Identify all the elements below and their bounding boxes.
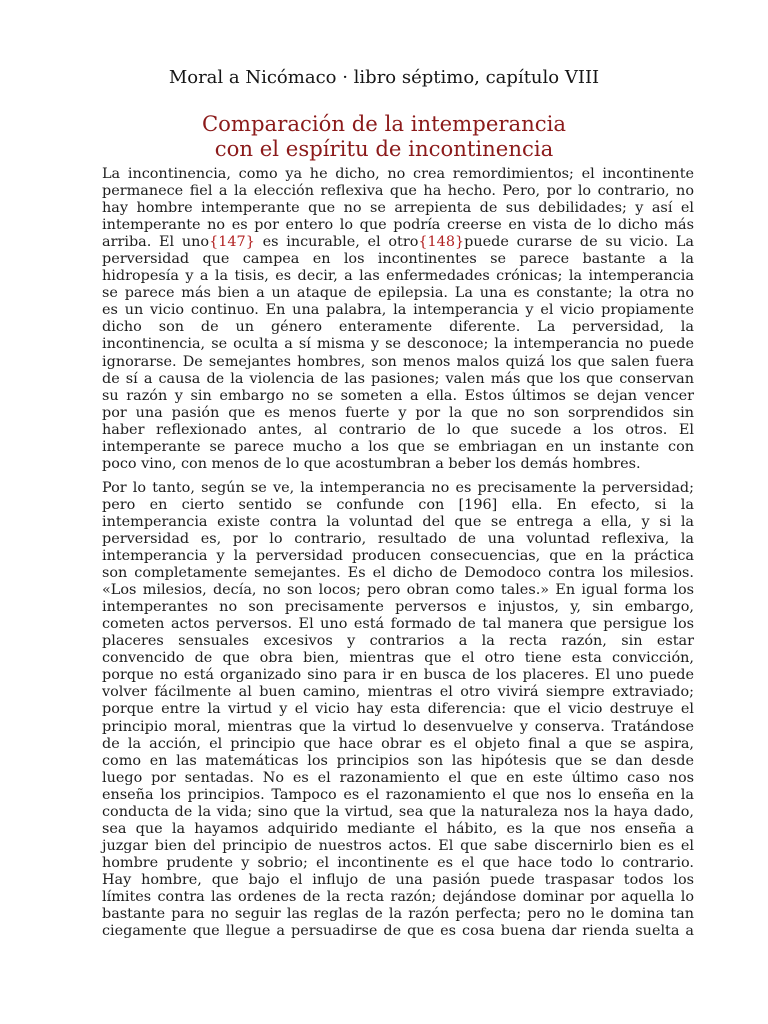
- text-line: es un vicio continuo. En una palabra, la intemperancia y el vicio propiamente: [102, 302, 694, 319]
- footnote-ref-link[interactable]: {148}: [418, 234, 465, 251]
- text-line: su razón y sin embargo no se someten a ella. Estos últimos se dejan vencer: [102, 387, 694, 404]
- text-line: hidropesía y a la tisis, es decir, a las enfermedades crónicas; la intemperancia: [102, 268, 694, 285]
- chapter-title: [0, 111, 768, 161]
- chapter-title-line-2: con el espíritu de incontinencia: [214, 136, 554, 161]
- text-line: se parece más bien a un ataque de epilepsia. La una es constante; la otra no: [102, 285, 694, 302]
- text-line: pero en cierto sentido se confunde con [196] ella. En efecto, si la: [102, 496, 694, 513]
- text-line: ciegamente que llegue a persuadirse de que es cosa buena dar rienda suelta a: [102, 923, 694, 940]
- running-header: Moral a Nicómaco · libro séptimo, capítulo VIII: [168, 67, 600, 88]
- text-segment: arriba. El uno: [102, 234, 210, 251]
- text-line: principio moral, mientras que la virtud lo desenvuelve y conserva. Tratándose: [102, 718, 694, 735]
- chapter-title-line-1: Comparación de la intemperancia: [201, 111, 567, 136]
- text-line: límites contra las ordenes de la recta razón; dejándose dominar por aquella lo: [102, 888, 694, 905]
- text-line: ignorarse. De semejantes hombres, son menos malos quizá los que salen fuera: [102, 353, 694, 370]
- text-line: Hay hombre, que bajo el influjo de una pasión puede traspasar todos los: [102, 871, 694, 888]
- text-segment: es incurable, el otro: [254, 234, 419, 251]
- text-line: incontinencia, se oculta a sí misma y se desconoce; la intemperancia no puede: [102, 336, 694, 353]
- text-line: intemperante se parece mucho a los que se embriagan en un instante con: [102, 438, 694, 455]
- text-line: perversidad que campea en los incontinentes se parece bastante a la: [102, 251, 694, 268]
- text-line: intemperancia existe contra la voluntad del que se entrega a ella, y si la: [102, 513, 694, 530]
- text-line: enseña los principios. Tampoco es el razonamiento el que nos lo enseña en la: [102, 786, 694, 803]
- text-line: juzgar bien del principio de nuestros actos. El que sabe discernirlo bien es el: [102, 837, 694, 854]
- text-line: placeres sensuales excesivos y contrarios a la recta razón, sin estar: [102, 633, 694, 650]
- paragraph: [102, 480, 694, 940]
- text-line: La incontinencia, como ya he dicho, no crea remordimientos; el incontinente: [102, 166, 694, 182]
- text-line: bastante para no seguir las reglas de la razón perfecta; pero no le domina tan: [102, 906, 694, 923]
- text-line: dicho son de un género enteramente diferente. La perversidad, la: [102, 319, 694, 336]
- text-line: perversidad es, por lo contrario, resultado de una voluntad reflexiva, la: [102, 530, 694, 547]
- text-line: Por lo tanto, según se ve, la intemperancia no es precisamente la perversidad;: [102, 479, 694, 496]
- text-line: cometen actos perversos. El uno está formado de tal manera que persigue los: [102, 616, 694, 633]
- footnote-ref-link[interactable]: {147}: [209, 234, 255, 251]
- text-line: de sí a causa de la violencia de las pasiones; valen más que los que conservan: [102, 370, 694, 387]
- text-line: [102, 234, 694, 251]
- text-line: volver fácilmente al buen camino, mientras el otro vivirá siempre extraviado;: [102, 684, 694, 701]
- text-line: son completamente semejantes. Es el dicho de Demodoco contra los milesios.: [102, 565, 694, 582]
- text-line: poco vino, con menos de lo que acostumbran a beber los demás hombres.: [102, 455, 641, 472]
- text-line: intemperantes no son precisamente perversos e injustos, y, sin embargo,: [102, 599, 694, 616]
- body-text: [102, 166, 694, 940]
- text-line: luego por sentadas. No es el razonamiento el que en este último caso nos: [102, 769, 694, 786]
- text-segment: puede curarse de su vicio. La: [464, 234, 695, 251]
- text-line: por una pasión que es menos fuerte y por la que no son sorprendidos sin: [102, 404, 694, 421]
- text-line: intemperancia y la perversidad producen consecuencias, que en la práctica: [102, 548, 694, 565]
- text-line: «Los milesios, decía, no son locos; pero obran como tales.» En igual forma los: [102, 582, 694, 599]
- text-line: convencido de que obra bien, mientras que el otro tiene esta convicción,: [102, 650, 694, 667]
- text-line: haber reflexionado antes, al contrario de lo que sucede a los otros. El: [102, 421, 694, 438]
- text-line: de la acción, el principio que hace obrar es el objeto final a que se aspira,: [102, 735, 694, 752]
- text-line: sea que la hayamos adquirido mediante el hábito, es la que nos enseña a: [102, 820, 694, 837]
- text-line: permanece fiel a la elección reflexiva que ha hecho. Pero, por lo contrario, no: [102, 183, 694, 200]
- text-line: porque no está organizado sino para ir en busca de los placeres. El uno puede: [102, 667, 694, 684]
- text-line: intemperante no es por entero lo que podría creerse en vista de lo dicho más: [102, 217, 694, 234]
- text-line: porque entre la virtud y el vicio hay esta diferencia: que el vicio destruye el: [102, 701, 694, 718]
- paragraph: [102, 166, 694, 473]
- text-line: hombre prudente y sobrio; el incontinente es el que hace todo lo contrario.: [102, 854, 694, 871]
- text-line: como en las matemáticas los principios son las hipótesis que se dan desde: [102, 752, 694, 769]
- text-line: hay hombre intemperante que no se arrepienta de sus debilidades; y así el: [102, 200, 694, 217]
- text-line: conducta de la vida; sino que la virtud, sea que la naturaleza nos la haya dado,: [102, 803, 694, 820]
